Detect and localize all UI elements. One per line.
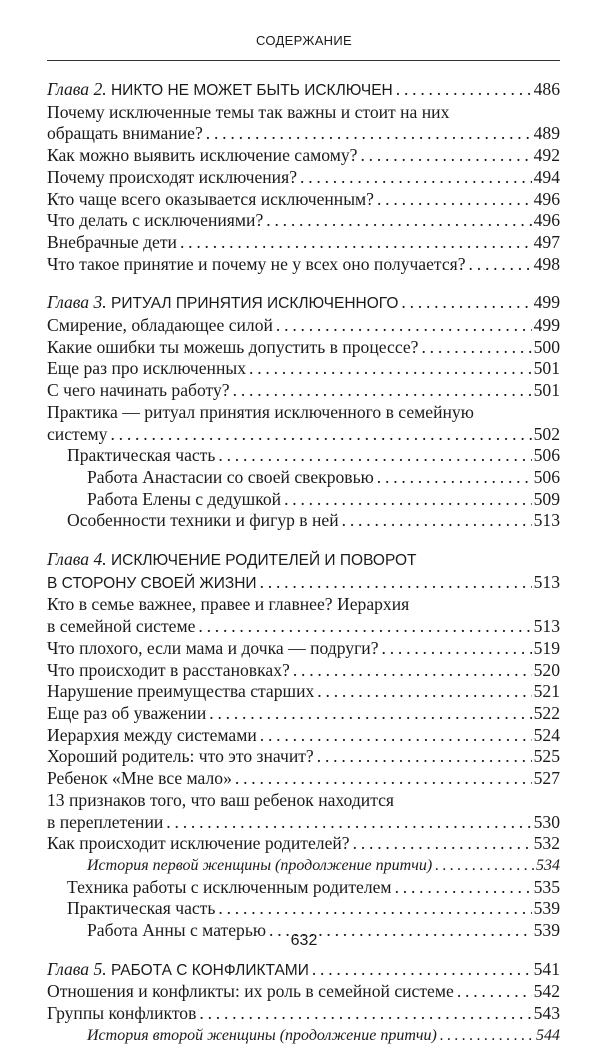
page-ref: 506 [533,445,560,466]
chapter-entry[interactable] [47,959,560,982]
page-ref: 513 [533,571,560,592]
entry-title [47,380,230,402]
entry-title [47,402,474,424]
page-ref: 532 [533,833,560,854]
entry-title [47,833,350,855]
toc-entry[interactable] [47,855,560,877]
toc-entry[interactable] [47,877,560,899]
entry-text: Кто в семье важнее, правее и главнее? Иерархия [47,594,410,615]
toc-section [47,549,560,942]
entry-title [47,189,374,211]
chapter-entry[interactable] [47,79,560,102]
entry-text: История второй женщины (продолжение притчи) [87,1026,437,1044]
entry-title [47,768,232,790]
entry-title [47,746,314,768]
entry-title [47,292,398,315]
toc-entry[interactable] [47,232,560,254]
page-number: 632 [290,932,318,949]
entry-title [47,790,394,812]
entry-text: Работа Елены с дедушкой [87,488,282,509]
page-ref: 535 [533,876,560,897]
chapter-title: НИКТО НЕ МОЖЕТ БЫТЬ ИСКЛЮЧЕН [106,82,393,99]
dot-leader [218,898,531,920]
header-rule [47,60,560,61]
entry-text: в семейной системе [47,616,196,637]
page-ref: 539 [533,920,560,941]
dot-leader [266,210,531,232]
page-ref: 543 [533,1003,560,1024]
chapter-entry[interactable] [47,292,560,315]
dot-leader [180,232,532,254]
toc-entry[interactable] [47,337,560,359]
entry-title [47,102,449,124]
entry-title [47,232,177,254]
entry-text: Какие ошибки ты можешь допустить в процессе? [47,336,419,357]
toc-entry [47,102,560,124]
toc-entry[interactable] [47,254,560,276]
entry-title [47,167,297,189]
entry-text: Нарушение преимущества старших [47,681,315,702]
toc-entry[interactable] [47,898,560,920]
entry-title [47,638,379,660]
page-ref: 521 [533,681,560,702]
toc-entry[interactable] [47,660,560,682]
entry-title [67,898,215,920]
dot-leader [209,703,531,725]
dot-leader [312,959,532,981]
entry-text: Смирение, обладающее силой [47,315,273,336]
toc-entry[interactable] [47,145,560,167]
entry-title [47,79,393,102]
entry-text: Как происходит исключение родителей? [47,833,350,854]
toc-entry[interactable] [47,725,560,747]
dot-leader [300,167,532,189]
dot-leader [342,510,532,532]
entry-title [47,254,466,276]
toc-entry[interactable] [47,768,560,790]
dot-leader [469,254,532,276]
page-ref: 506 [533,466,560,487]
dot-leader [353,833,532,855]
entry-text: Хороший родитель: что это значит? [47,746,314,767]
toc-entry[interactable] [47,638,560,660]
entry-text: Отношения и конфликты: их роль в семейной системе [47,981,454,1002]
entry-title [47,315,273,337]
toc-entry[interactable] [47,424,560,446]
page-ref: 501 [533,358,560,379]
dot-leader [317,681,531,703]
entry-title [47,812,163,834]
entry-text: 13 признаков того, что ваш ребенок находится [47,789,395,810]
chapter-entry[interactable] [47,572,560,595]
dot-leader [249,358,532,380]
chapter-label: Глава 5. [47,958,107,979]
chapter-title: В СТОРОНУ СВОЕЙ ЖИЗНИ [47,574,257,592]
page-ref: 527 [533,768,560,789]
entry-title [47,725,257,747]
entry-title [47,337,418,359]
entry-title [87,1025,437,1047]
dot-leader [293,660,532,682]
toc-entry[interactable] [47,489,560,511]
page-ref: 539 [533,898,560,919]
page-ref: 496 [533,210,560,231]
entry-text: Еще раз про исключенных [47,358,246,379]
dot-leader [260,572,532,594]
entry-title [47,145,357,167]
dot-leader [396,79,532,101]
dot-leader [235,768,532,790]
toc-entry[interactable] [47,746,560,768]
page-ref: 542 [533,981,560,1002]
entry-text: История первой женщины (продолжение притчи) [87,856,433,874]
dot-leader [284,489,532,511]
dot-leader [401,292,531,314]
toc-entry[interactable] [47,210,560,232]
entry-text: Практика — ритуал принятия исключенного в семейную [47,401,474,422]
entry-text: Техника работы с исключенным родителем [67,876,392,897]
entry-title [67,445,215,467]
entry-title [47,358,246,380]
dot-leader [382,638,532,660]
entry-text: Что происходит в расстановках? [47,659,290,680]
toc-entry[interactable] [47,380,560,402]
entry-text: Ребенок «Мне все мало» [47,768,232,789]
entry-title [67,877,392,899]
toc-entry [47,402,560,424]
page-ref: 499 [533,315,560,336]
toc-entry[interactable] [47,812,560,834]
dot-leader [440,1025,534,1047]
entry-title [47,660,290,682]
page-ref: 513 [533,510,560,531]
entry-text: С чего начинать работу? [47,380,230,401]
entry-text: Иерархия между системами [47,724,257,745]
toc-entry[interactable] [47,445,560,467]
page-ref: 534 [536,856,560,874]
chapter-entry [47,549,560,572]
dot-leader [317,746,532,768]
toc-entry[interactable] [47,189,560,211]
dot-leader [360,145,531,167]
dot-leader [276,315,532,337]
chapter-title: РИТУАЛ ПРИНЯТИЯ ИСКЛЮЧЕННОГО [106,295,399,313]
entry-text: Работа Анны с матерью [87,920,267,941]
entry-text: Внебрачные дети [47,231,177,252]
dot-leader [218,445,531,467]
toc-entry[interactable] [47,315,560,337]
chapter-label: Глава 4. [47,549,107,570]
chapter-title: РАБОТА С КОНФЛИКТАМИ [106,961,309,979]
dot-leader [377,467,532,489]
page-ref: 502 [533,423,560,444]
page-ref: 530 [533,811,560,832]
page-ref: 525 [533,746,560,767]
page-ref: 492 [533,145,560,166]
dot-leader [166,812,531,834]
entry-title [47,123,203,145]
toc-entry [47,790,560,812]
page-ref: 486 [533,79,560,99]
entry-text: обращать внимание? [47,123,203,144]
toc-entry [47,594,560,616]
toc-entry[interactable] [47,1025,560,1047]
page-ref: 524 [533,724,560,745]
entry-text: Как можно выявить исключение самому? [47,145,358,166]
page-ref: 498 [533,253,560,274]
dot-leader [395,877,532,899]
page-ref: 499 [533,292,560,313]
entry-text: систему [47,423,108,444]
entry-text: Почему происходят исключения? [47,166,297,187]
page-ref: 496 [533,188,560,209]
chapter-title: ИСКЛЮЧЕНИЕ РОДИТЕЛЕЙ И ПОВОРОТ [106,552,417,570]
dot-leader [260,725,532,747]
toc-entry[interactable] [47,467,560,489]
dot-leader [233,380,532,402]
dot-leader [199,1003,531,1025]
entry-text: Практическая часть [67,898,216,919]
toc-entry[interactable] [47,123,560,145]
page-ref: 500 [533,336,560,357]
entry-title [87,467,374,489]
entry-title [47,594,409,616]
toc-entry[interactable] [47,681,560,703]
chapter-label: Глава 3. [47,292,107,313]
entry-text: Что такое принятие и почему не у всех оно получается? [47,253,466,274]
dot-leader [377,189,532,211]
page-ref: 501 [533,380,560,401]
dot-leader [206,123,532,145]
toc-entry[interactable] [47,833,560,855]
dot-leader [110,424,531,446]
page-ref: 541 [533,958,560,979]
toc-section [47,959,560,1047]
running-head: СОДЕРЖАНИЕ [255,33,352,48]
toc-section [47,292,560,532]
entry-text: Работа Анастасии со своей свекровью [87,466,374,487]
entry-text: Практическая часть [67,445,216,466]
toc-entry[interactable] [47,1003,560,1025]
entry-text: Почему исключенные темы так важны и стоит на них [47,101,450,122]
entry-title [47,616,195,638]
toc-entry[interactable] [47,703,560,725]
entry-title [47,549,416,572]
entry-text: Еще раз об уважении [47,702,207,723]
chapter-label: Глава 2. [47,79,107,99]
entry-title [67,510,339,532]
page-ref: 544 [536,1026,560,1044]
toc-section [47,79,560,275]
toc-entry[interactable] [47,167,560,189]
toc-entry[interactable] [47,510,560,532]
entry-text: Что плохого, если мама и дочка — подруги? [47,637,379,658]
page-ref: 519 [533,637,560,658]
entry-title [47,959,309,982]
dot-leader [198,616,531,638]
entry-title [47,572,257,595]
entry-text: Группы конфликтов [47,1003,197,1024]
entry-title [47,1003,196,1025]
entry-text: Кто чаще всего оказывается исключенным? [47,188,374,209]
entry-text: Особенности техники и фигур в ней [67,510,339,531]
entry-text: в переплетении [47,811,164,832]
dot-leader [435,855,534,877]
entry-title [47,210,263,232]
entry-title [47,681,314,703]
page-ref: 494 [533,166,560,187]
toc-entry[interactable] [47,358,560,380]
page-ref: 513 [533,616,560,637]
page-ref: 520 [533,659,560,680]
entry-title [47,424,107,446]
page-ref: 489 [533,123,560,144]
entry-text: Что делать с исключениями? [47,210,264,231]
toc-entry[interactable] [47,616,560,638]
entry-title [47,703,206,725]
entry-title [87,489,281,511]
table-of-contents [47,79,560,1064]
dot-leader [421,337,531,359]
entry-title [87,855,432,877]
page-ref: 522 [533,702,560,723]
page-ref: 509 [533,488,560,509]
page-ref: 497 [533,231,560,252]
